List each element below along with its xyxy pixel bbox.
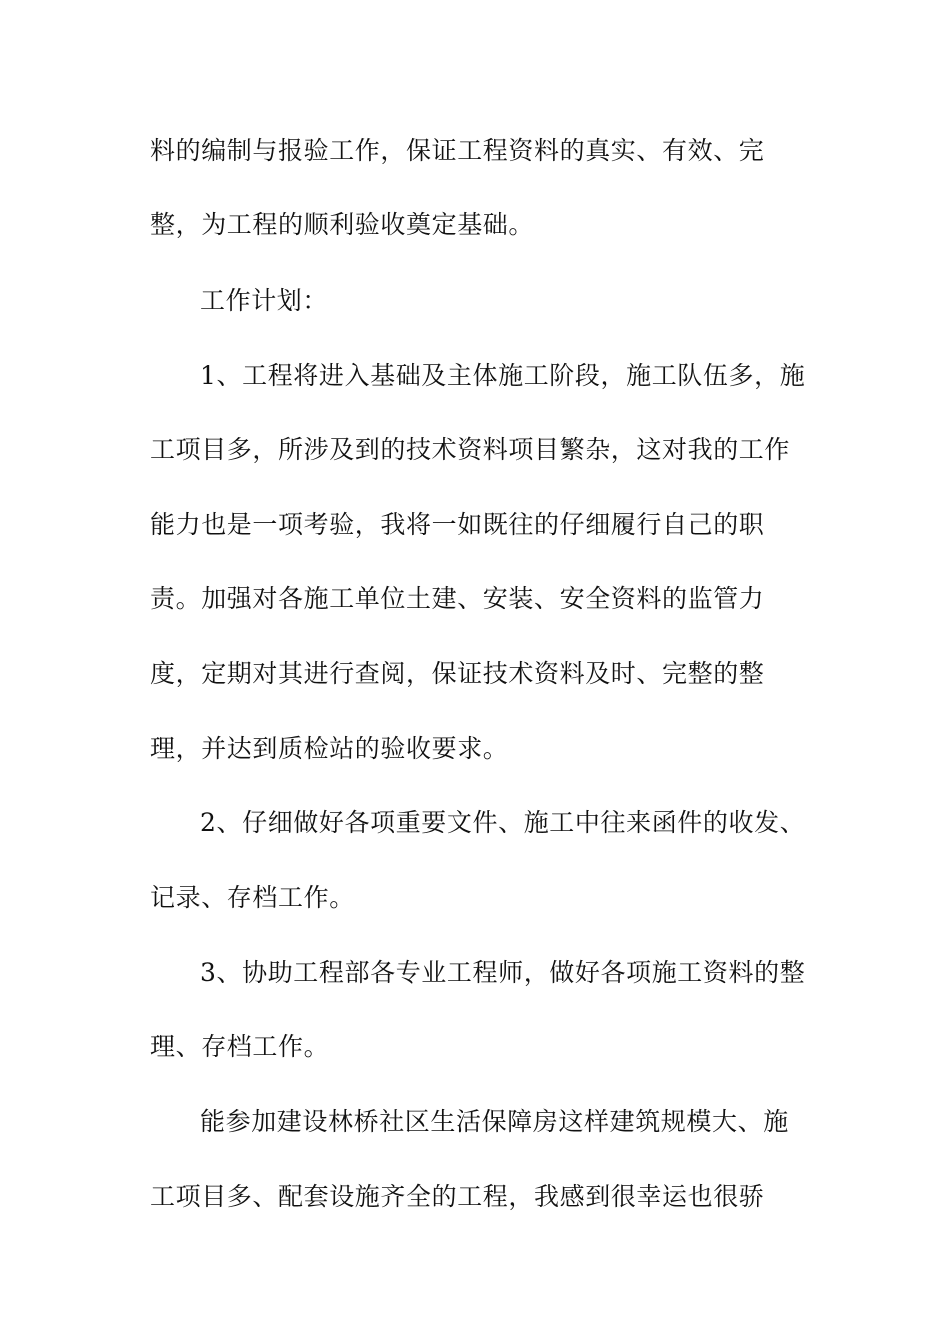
section-heading: 工作计划： [200,286,329,315]
text-line: 能力也是一项考验，我将一如既往的仔细履行自己的职 [150,510,765,539]
text-line: 工项目多、配套设施齐全的工程，我感到很幸运也很骄 [150,1182,765,1211]
text-line: 记录、存档工作。 [150,883,355,912]
list-item-1-line: 1、工程将进入基础及主体施工阶段，施工队伍多，施 [200,361,806,390]
list-item-3-line: 3、协助工程部各专业工程师，做好各项施工资料的整 [200,958,806,987]
text-line: 工项目多，所涉及到的技术资料项目繁杂，这对我的工作 [150,435,791,464]
text-line: 理，并达到质检站的验收要求。 [150,734,509,763]
text-line: 理、存档工作。 [150,1032,330,1061]
text-line: 整，为工程的顺利验收奠定基础。 [150,210,535,239]
paragraph-line: 能参加建设林桥社区生活保障房这样建筑规模大、施 [200,1107,789,1136]
text-line: 度，定期对其进行查阅，保证技术资料及时、完整的整 [150,659,765,688]
text-line: 料的编制与报验工作，保证工程资料的真实、有效、完 [150,136,765,165]
list-item-2-line: 2、仔细做好各项重要文件、施工中往来函件的收发、 [200,808,806,837]
text-line: 责。加强对各施工单位土建、安装、安全资料的监管力 [150,584,765,613]
